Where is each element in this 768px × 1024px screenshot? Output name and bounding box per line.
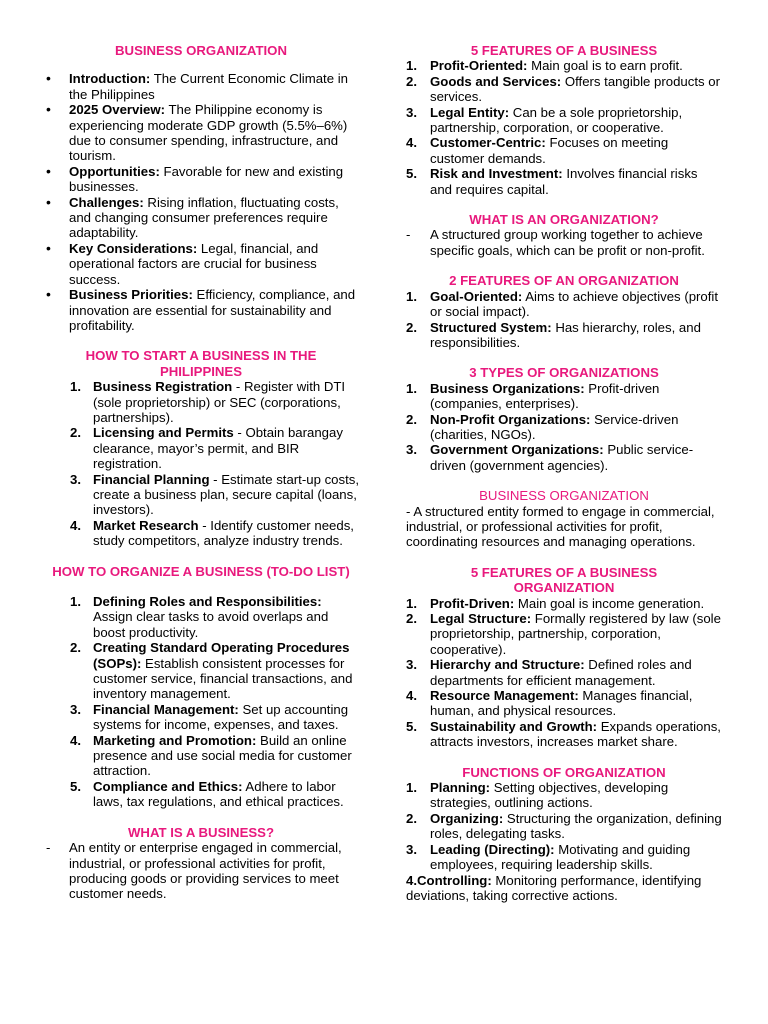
list-item: 3. Financial Management: Set up accounting systems for income, expenses, and taxes. bbox=[70, 701, 349, 733]
heading-start-business: HOW TO START A BUSINESS IN THE PHILIPPINES bbox=[85, 348, 317, 379]
list-item: 3. Leading (Directing): Motivating and guiding employees, requiring leadership skills. bbox=[406, 841, 691, 873]
business-definition: - An entity or enterprise engaged in commercial, industrial, or professional activities for profit, producing goods or providing services to meet customer needs. bbox=[46, 840, 342, 902]
start-list bbox=[40, 379, 362, 548]
list-item: 1. Goal-Oriented: Aims to achieve objectives (profit or social impact). bbox=[406, 288, 719, 320]
list-item: 5. Sustainability and Growth: Expands operations, attracts investors, increases market share. bbox=[406, 718, 721, 750]
list-item: 4. Market Research - Identify customer needs, study competitors, analyze industry trends. bbox=[70, 517, 354, 549]
organize-list bbox=[40, 594, 362, 810]
org-features-list bbox=[406, 289, 722, 351]
list-item: 2. Creating Standard Operating Procedures (SOPs): Establish consistent processes for customer service, financial transactions, and inventory management. bbox=[70, 640, 353, 702]
list-item: 1. Business Organizations: Profit-driven (companies, enterprises). bbox=[406, 380, 660, 412]
list-item: 3. Financial Planning - Estimate start-up costs, create a business plan, secure capital (loans, investors). bbox=[70, 471, 360, 518]
list-item: 1. Defining Roles and Responsibilities: Assign clear tasks to avoid overlaps and boost productivity. bbox=[70, 594, 329, 640]
list-item: • Challenges: Rising inflation, fluctuating costs, and changing consumer preferences require adaptability. bbox=[40, 195, 362, 241]
list-item: 1. Profit-Driven: Main goal is income generation. bbox=[406, 595, 705, 611]
list-item: 3. Legal Entity: Can be a sole proprietorship, partnership, corporation, or cooperative. bbox=[406, 104, 683, 136]
list-item: 2. Organizing: Structuring the organization, defining roles, delegating tasks. bbox=[406, 810, 722, 842]
list-item: 3. Government Organizations: Public service-driven (government agencies). bbox=[406, 442, 694, 473]
list-item: • Introduction: The Current Economic Climate in the Philippines bbox=[40, 71, 362, 102]
list-item: 2. Non-Profit Organizations: Service-driven (charities, NGOs). bbox=[406, 411, 679, 442]
list-item: 2. Structured System: Has hierarchy, roles, and responsibilities. bbox=[406, 319, 701, 350]
list-item: 1. Profit-Oriented: Main goal is to earn profit. bbox=[406, 58, 683, 74]
features-list bbox=[406, 58, 722, 197]
list-item: 2. Licensing and Permits - Obtain barangay clearance, mayor’s permit, and BIR registration. bbox=[70, 425, 343, 472]
left-column bbox=[40, 0, 362, 902]
intro-list bbox=[40, 71, 362, 333]
heading-types-organizations: 3 TYPES OF ORGANIZATIONS bbox=[469, 365, 659, 381]
list-item: 4. Resource Management: Manages financial, human, and physical resources. bbox=[406, 688, 693, 719]
controlling-item: 4.Controlling: Monitoring performance, identifying deviations, taking corrective actions. bbox=[406, 872, 702, 903]
bo-features-list bbox=[406, 596, 722, 750]
list-item: 4. Marketing and Promotion: Build an online presence and use social media for customer attraction. bbox=[70, 732, 352, 779]
heading-business-organization: BUSINESS ORGANIZATION bbox=[479, 488, 649, 504]
list-item: • Opportunities: Favorable for new and existing businesses. bbox=[40, 164, 362, 195]
right-column bbox=[406, 0, 722, 903]
organization-definition: - A structured group working together to achieve specific goals, which can be profit or non-profit. bbox=[406, 227, 705, 258]
types-list bbox=[406, 381, 722, 473]
list-item: 5. Compliance and Ethics: Adhere to labor laws, tax regulations, and ethical practices. bbox=[70, 778, 344, 810]
list-item: 4. Customer-Centric: Focuses on meeting customer demands. bbox=[406, 135, 669, 166]
list-item: • 2025 Overview: The Philippine economy is experiencing moderate GDP growth (5.5%–6%) due to consumer spending, infrastructure, and tourism. bbox=[40, 102, 362, 164]
heading-features-business: 5 FEATURES OF A BUSINESS bbox=[470, 43, 658, 58]
list-item: • Business Priorities: Efficiency, compliance, and innovation are essential for sustainability and profitability. bbox=[40, 287, 362, 333]
heading-features-business-organization: 5 FEATURES OF A BUSINESS ORGANIZATION bbox=[470, 564, 658, 596]
heading-functions-organization: FUNCTIONS OF ORGANIZATION bbox=[462, 764, 666, 780]
title-business-organization: BUSINESS ORGANIZATION bbox=[115, 43, 287, 58]
list-item: • Key Considerations: Legal, financial, and operational factors are crucial for business success. bbox=[40, 241, 362, 287]
list-item: 5. Risk and Investment: Involves financial risks and requires capital. bbox=[406, 166, 698, 197]
heading-organize-business: HOW TO ORGANIZE A BUSINESS (TO-DO LIST) bbox=[52, 563, 350, 579]
heading-what-is-organization: WHAT IS AN ORGANIZATION? bbox=[469, 212, 659, 228]
list-item: 1. Planning: Setting objectives, developing strategies, outlining actions. bbox=[406, 780, 669, 811]
list-item: 3. Hierarchy and Structure: Defined roles and departments for efficient management. bbox=[406, 657, 692, 688]
list-item: 1. Business Registration - Register with DTI (sole proprietorship) or SEC (corporations, partnerships). bbox=[70, 379, 346, 425]
functions-list bbox=[406, 780, 722, 872]
heading-features-organization: 2 FEATURES OF AN ORGANIZATION bbox=[449, 273, 679, 289]
list-item: 2. Goods and Services: Offers tangible products or services. bbox=[406, 73, 721, 105]
business-organization-definition: - A structured entity formed to engage in commercial, industrial, or professional activities for profit, coordinating resources and managing operations. bbox=[406, 503, 715, 550]
list-item: 2. Legal Structure: Formally registered by law (sole proprietorship, partnership, corporation, cooperative). bbox=[406, 611, 721, 657]
heading-what-is-business: WHAT IS A BUSINESS? bbox=[127, 824, 275, 840]
